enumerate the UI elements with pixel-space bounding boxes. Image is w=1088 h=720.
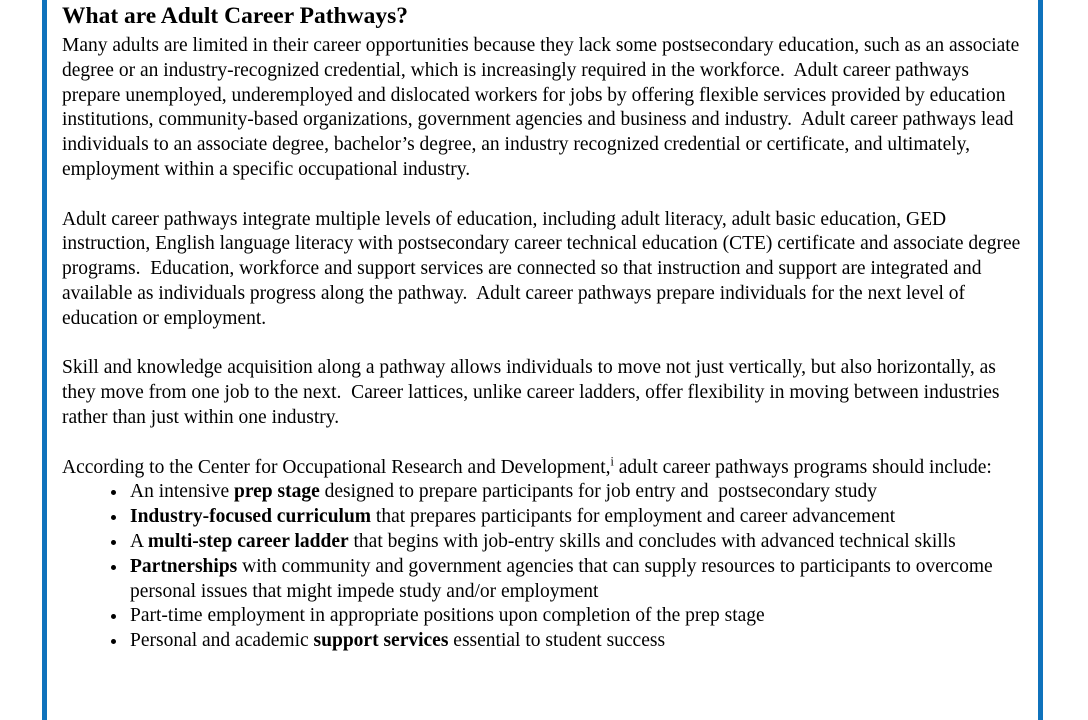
- document-content: [62, 2, 1028, 654]
- paragraph-cord-intro: According to the Center for Occupational Research and Development,$^i$ adult career pathways programs should include:: [62, 454, 992, 478]
- paragraph-overview: Many adults are limited in their career opportunities because they lack some postsecondary education, such as an associate degree or an industry-recognized credential, which is increasingly required in the workforce. Adult career pathways prepare unemployed, underemployed and dislocated workers for jobs by offering flexible services provided by education institutions, community-based organizations, government agencies and business and industry. Adult career pathways lead individuals to an associate degree, bachelor’s degree, an industry recognized credential or certificate, and ultimately, employment within a specific occupational industry.: [62, 35, 1025, 180]
- textbox-right-border: [1038, 0, 1043, 720]
- list-item-support-services: • Personal and academic support services essential to student success: [128, 629, 1028, 654]
- paragraph-integration: Adult career pathways integrate multiple levels of education, including adult literacy, adult basic education, GED instruction, English language literacy with postsecondary career technical education (CTE) certificate and associate degree programs. Education, workforce and support services are connected so that instruction and support are integrated and available as individuals progress along the pathway. Adult career pathways prepare individuals for the next level of education or employment.: [62, 208, 1026, 329]
- list-item-part-time: • Part-time employment in appropriate positions upon completion of the prep stage: [128, 604, 1028, 629]
- list-item-partnerships: • Partnerships with community and government agencies that can supply resources to participants to overcome personal issues that might impede study and/or employment: [128, 555, 1028, 605]
- textbox-left-border: [42, 0, 47, 720]
- paragraph-lattices: Skill and knowledge acquisition along a pathway allows individuals to move not just vertically, but also horizontally, as they move from one job to the next. Career lattices, unlike career ladders, offer flexibility in moving between industries rather than just within one industry.: [62, 357, 1005, 428]
- page-title: What are Adult Career Pathways?: [62, 3, 408, 29]
- list-item-curriculum: • Industry-focused curriculum that prepares participants for employment and career advancement: [128, 505, 1028, 530]
- bullet-list: [62, 480, 1028, 654]
- list-item-prep-stage: • An intensive prep stage designed to prepare participants for job entry and postsecondary study: [128, 480, 1028, 505]
- list-item-career-ladder: • A multi-step career ladder that begins with job-entry skills and concludes with advanced technical skills: [128, 530, 1028, 555]
